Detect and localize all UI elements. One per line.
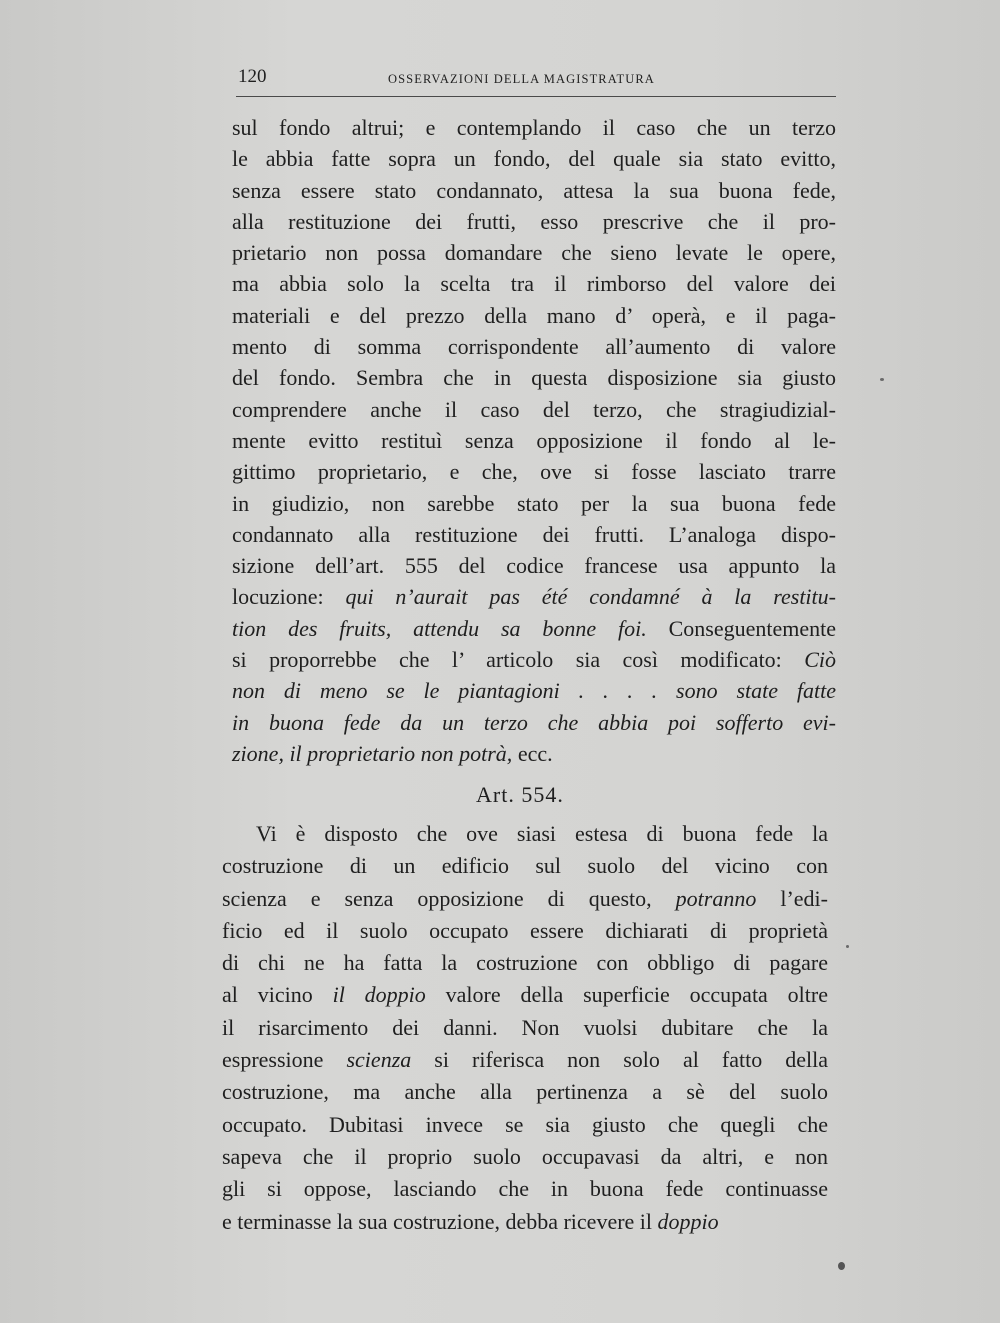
text-span: scienza e senza opposizione di questo, <box>222 885 676 911</box>
text-span: Conseguentemente <box>646 615 836 641</box>
text-span: mento di somma corrispondente all’aumento di valore <box>232 334 836 360</box>
text-line <box>222 1044 828 1076</box>
text-line <box>232 143 836 174</box>
text-span: si proporrebbe che l’ articolo sia così modificato: <box>232 647 805 673</box>
paper-speck <box>838 1262 845 1270</box>
text-span: il risarcimento dei danni. Non vuolsi dubitare che la <box>222 1014 828 1040</box>
text-span: sizione dell’art. 555 del codice francese usa appunto la <box>232 553 836 579</box>
text-span: occupato. Dubitasi invece se sia giusto che quegli che <box>222 1111 828 1137</box>
italic-text: doppio <box>657 1208 719 1234</box>
paragraph-art-554 <box>222 818 828 1238</box>
text-line <box>232 425 836 456</box>
text-span: costruzione di un edificio sul suolo del vicino con <box>222 853 828 879</box>
text-line <box>222 1141 828 1173</box>
italic-text: zione, il proprietario non potrà, <box>232 740 513 766</box>
text-line <box>222 883 828 915</box>
text-span: e terminasse la sua costruzione, debba ricevere il <box>222 1208 658 1234</box>
paper-speck <box>846 945 849 948</box>
text-span: alla restituzione dei frutti, esso prescrive che il pro- <box>232 208 836 234</box>
text-line <box>232 519 836 550</box>
text-span: ecc. <box>512 740 553 766</box>
running-head: OSSERVAZIONI DELLA MAGISTRATURA <box>388 72 655 86</box>
text-line <box>232 175 836 206</box>
text-span: espressione <box>222 1047 347 1073</box>
italic-text: Ciò <box>804 647 836 673</box>
text-line <box>222 1012 828 1044</box>
text-line <box>222 1206 828 1238</box>
text-span: si riferisca non solo al fatto della <box>411 1047 828 1073</box>
italic-text: il doppio <box>332 982 426 1008</box>
text-line <box>232 707 836 738</box>
paper-speck <box>880 378 884 381</box>
text-span: comprendere anche il caso del terzo, che stragiudizial- <box>232 396 836 422</box>
text-line <box>232 675 836 706</box>
text-line <box>222 979 828 1011</box>
text-span: valore della superficie occupata oltre <box>425 982 828 1008</box>
text-span: al vicino <box>222 982 333 1008</box>
text-line <box>232 644 836 675</box>
italic-text: tion des fruits, attendu sa bonne foi. <box>232 615 647 641</box>
italic-text: qui n’aurait pas été condamné à la restitu- <box>345 584 836 610</box>
text-line <box>232 268 836 299</box>
text-span: gittimo proprietario, e che, ove si fosse lasciato trarre <box>232 459 836 485</box>
text-span: locuzione: <box>232 584 346 610</box>
text-span: senza essere stato condannato, attesa la sua buona fede, <box>232 177 836 203</box>
text-line <box>222 915 828 947</box>
text-span: in giudizio, non sarebbe stato per la sua buona fede <box>232 490 836 516</box>
text-span: materiali e del prezzo della mano d’ operà, e il paga- <box>232 302 836 328</box>
text-line <box>232 300 836 331</box>
text-line <box>222 1173 828 1205</box>
text-line <box>232 550 836 581</box>
text-span: prietario non possa domandare che sieno levate le opere, <box>232 240 836 266</box>
italic-text: scienza <box>346 1047 412 1073</box>
text-line <box>232 738 836 769</box>
text-span: Vi è disposto che ove siasi estesa di buona fede la <box>256 821 828 846</box>
text-line <box>232 331 836 362</box>
text-line <box>222 1109 828 1141</box>
text-span: le abbia fatte sopra un fondo, del quale sia stato evitto, <box>232 146 836 172</box>
paragraph-continuation <box>232 112 836 769</box>
text-line <box>222 818 828 850</box>
text-span: costruzione, ma anche alla pertinenza a sè del suolo <box>222 1079 828 1105</box>
text-line <box>222 850 828 882</box>
text-span: del fondo. Sembra che in questa disposizione sia giusto <box>232 365 836 391</box>
text-span: di chi ne ha fatta la costruzione con obbligo di pagare <box>222 950 828 976</box>
page-number: 120 <box>238 66 267 87</box>
text-line <box>232 613 836 644</box>
text-span: sapeva che il proprio suolo occupavasi da altri, e non <box>222 1143 828 1169</box>
text-span: sul fondo altrui; e contemplando il caso che un terzo <box>232 115 836 140</box>
text-span: ficio ed il suolo occupato essere dichiarati di proprietà <box>222 917 828 943</box>
text-span: mente evitto restituì senza opposizione il fondo al le- <box>232 427 836 453</box>
text-span: condannato alla restituzione dei frutti. L’analoga dispo- <box>232 521 836 547</box>
italic-text: in buona fede da un terzo che abbia poi sofferto evi- <box>232 709 836 735</box>
text-span: l’edi- <box>756 885 828 911</box>
text-span: gli si oppose, lasciando che in buona fede continuasse <box>222 1176 828 1202</box>
section-heading-art-554: Art. 554. <box>476 782 564 807</box>
page-header <box>236 66 836 97</box>
text-line <box>222 1076 828 1108</box>
text-line <box>232 394 836 425</box>
text-line <box>232 112 836 143</box>
text-line <box>232 581 836 612</box>
text-line <box>232 488 836 519</box>
text-line <box>232 456 836 487</box>
text-line <box>232 237 836 268</box>
text-span: ma abbia solo la scelta tra il rimborso del valore dei <box>232 271 836 297</box>
text-line <box>232 206 836 237</box>
text-line <box>222 947 828 979</box>
italic-text: non di meno se le piantagioni . . . . sono state fatte <box>232 678 836 704</box>
italic-text: potranno <box>675 885 757 911</box>
text-line <box>232 362 836 393</box>
